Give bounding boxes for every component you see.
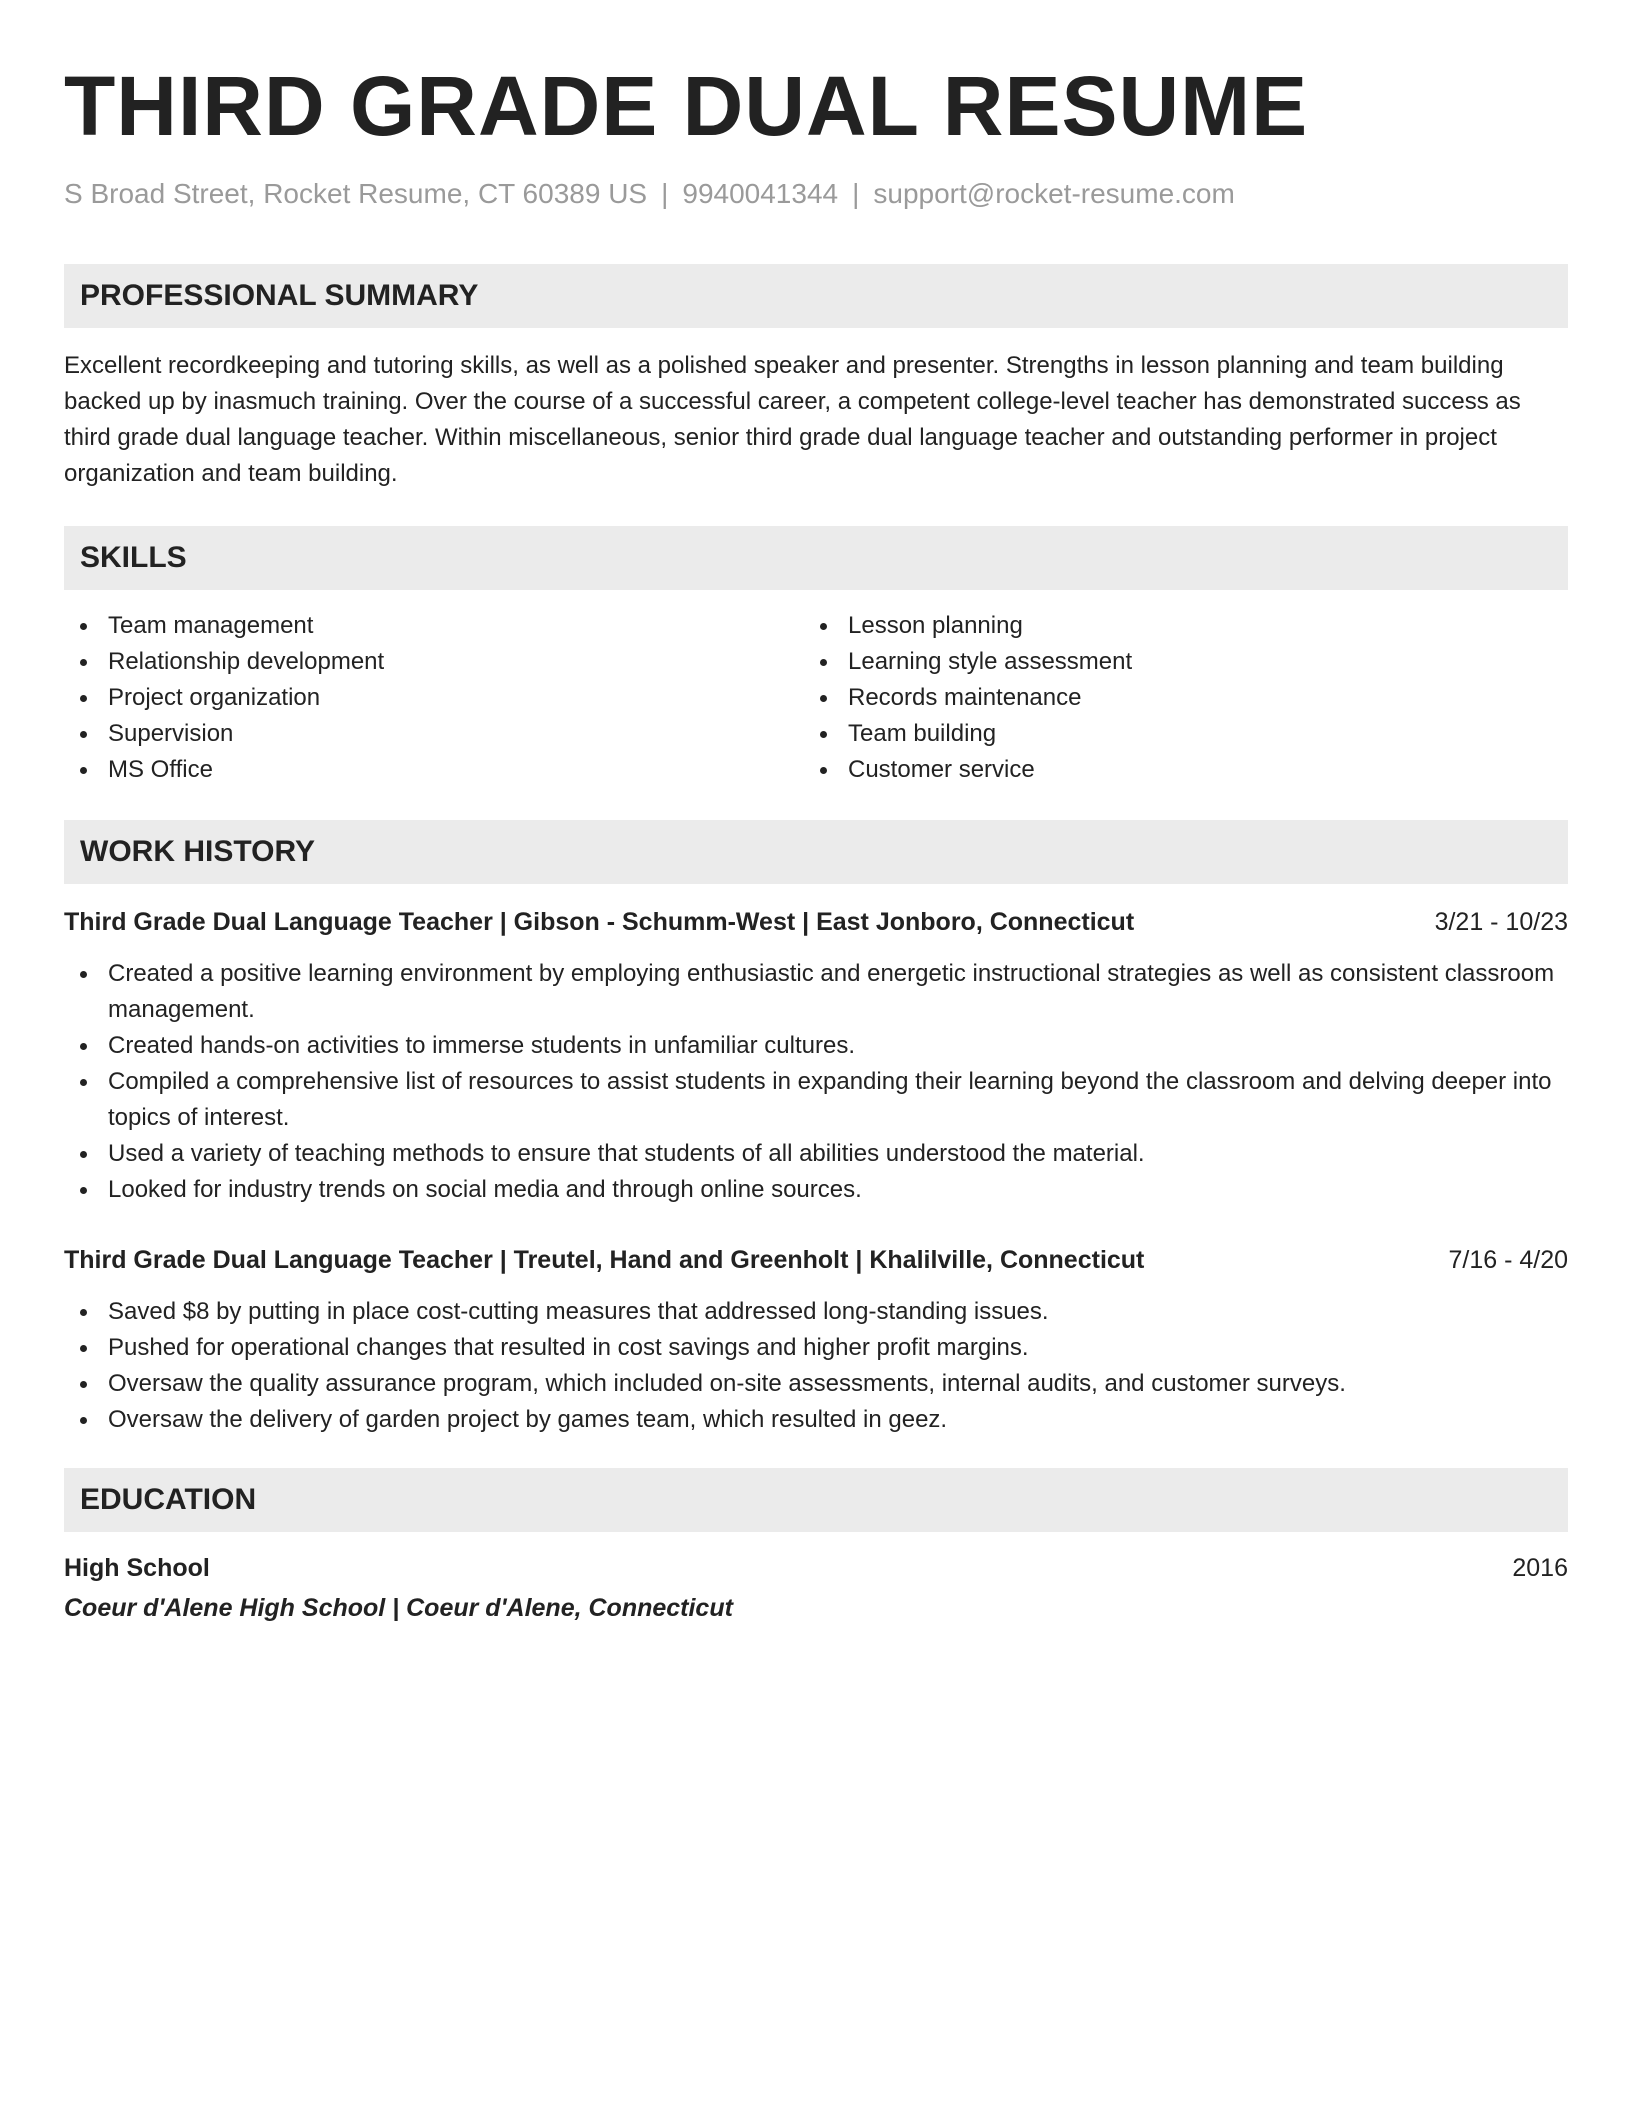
education-heading: EDUCATION [64,1468,1568,1532]
job-duties [64,956,1568,1208]
job-entry [64,904,1568,1208]
contact-separator: | [852,178,860,209]
skill-item: Supervision [64,716,804,752]
contact-phone: 9940041344 [682,178,839,209]
skill-item: MS Office [64,752,804,788]
education-school: Coeur d'Alene High School | Coeur d'Alene, Connecticut [64,1594,733,1622]
contact-email: support@rocket-resume.com [873,178,1235,209]
duty-item: Created hands-on activities to immerse students in unfamiliar cultures. [64,1028,1568,1064]
resume-name: THIRD GRADE DUAL RESUME [64,59,1309,153]
skill-item: Project organization [64,680,804,716]
job-title-row [64,904,1568,940]
duty-item: Pushed for operational changes that resulted in cost savings and higher profit margins. [64,1330,1568,1366]
skills-column-left [64,608,804,788]
duty-item: Oversaw the delivery of garden project by games team, which resulted in geez. [64,1402,1568,1438]
duty-item: Oversaw the quality assurance program, which included on-site assessments, internal audits, and customer surveys. [64,1366,1568,1402]
skill-item: Team management [64,608,804,644]
job-title: Third Grade Dual Language Teacher | Gibson - Schumm-West | East Jonboro, Connecticut [64,908,1135,936]
duty-item: Used a variety of teaching methods to ensure that students of all abilities understood the material. [64,1136,1568,1172]
duty-item: Looked for industry trends on social media and through online sources. [64,1172,1568,1208]
job-dates: 7/16 - 4/20 [1448,1246,1568,1274]
skill-item: Lesson planning [804,608,1544,644]
education-year: 2016 [1512,1554,1568,1582]
job-title-row [64,1242,1568,1278]
duty-item: Saved $8 by putting in place cost-cutting measures that addressed long-standing issues. [64,1294,1568,1330]
work-history-heading: WORK HISTORY [64,820,1568,884]
education-row [64,1550,1568,1586]
job-entry [64,1242,1568,1438]
skills-heading: SKILLS [64,526,1568,590]
skill-item: Learning style assessment [804,644,1544,680]
skill-item: Relationship development [64,644,804,680]
education-degree: High School [64,1554,210,1582]
job-dates: 3/21 - 10/23 [1434,908,1568,936]
skill-item: Customer service [804,752,1544,788]
summary-text: Excellent recordkeeping and tutoring skills, as well as a polished speaker and presenter. Strengths in lesson planning and team building backed up by inasmuch training. Over the course of a successful career, a competent college-level teacher has demonstrated success as third grade dual language teacher. Within miscellaneous, senior third grade dual language teacher and outstanding performer in project organization and team building. [64,352,1521,487]
skills-list [64,608,1568,788]
skill-item: Records maintenance [804,680,1544,716]
contact-line [64,176,1568,212]
job-title: Third Grade Dual Language Teacher | Treutel, Hand and Greenholt | Khalilville, Connecticut [64,1246,1145,1274]
contact-address: S Broad Street, Rocket Resume, CT 60389 US [64,178,648,209]
contact-separator: | [661,178,669,209]
summary-heading: PROFESSIONAL SUMMARY [64,264,1568,328]
skill-item: Team building [804,716,1544,752]
job-duties [64,1294,1568,1438]
duty-item: Created a positive learning environment by employing enthusiastic and energetic instructional strategies as well as consistent classroom management. [64,956,1568,1028]
duty-item: Compiled a comprehensive list of resources to assist students in expanding their learning beyond the classroom and delving deeper into topics of interest. [64,1064,1568,1136]
skills-column-right [804,608,1544,788]
